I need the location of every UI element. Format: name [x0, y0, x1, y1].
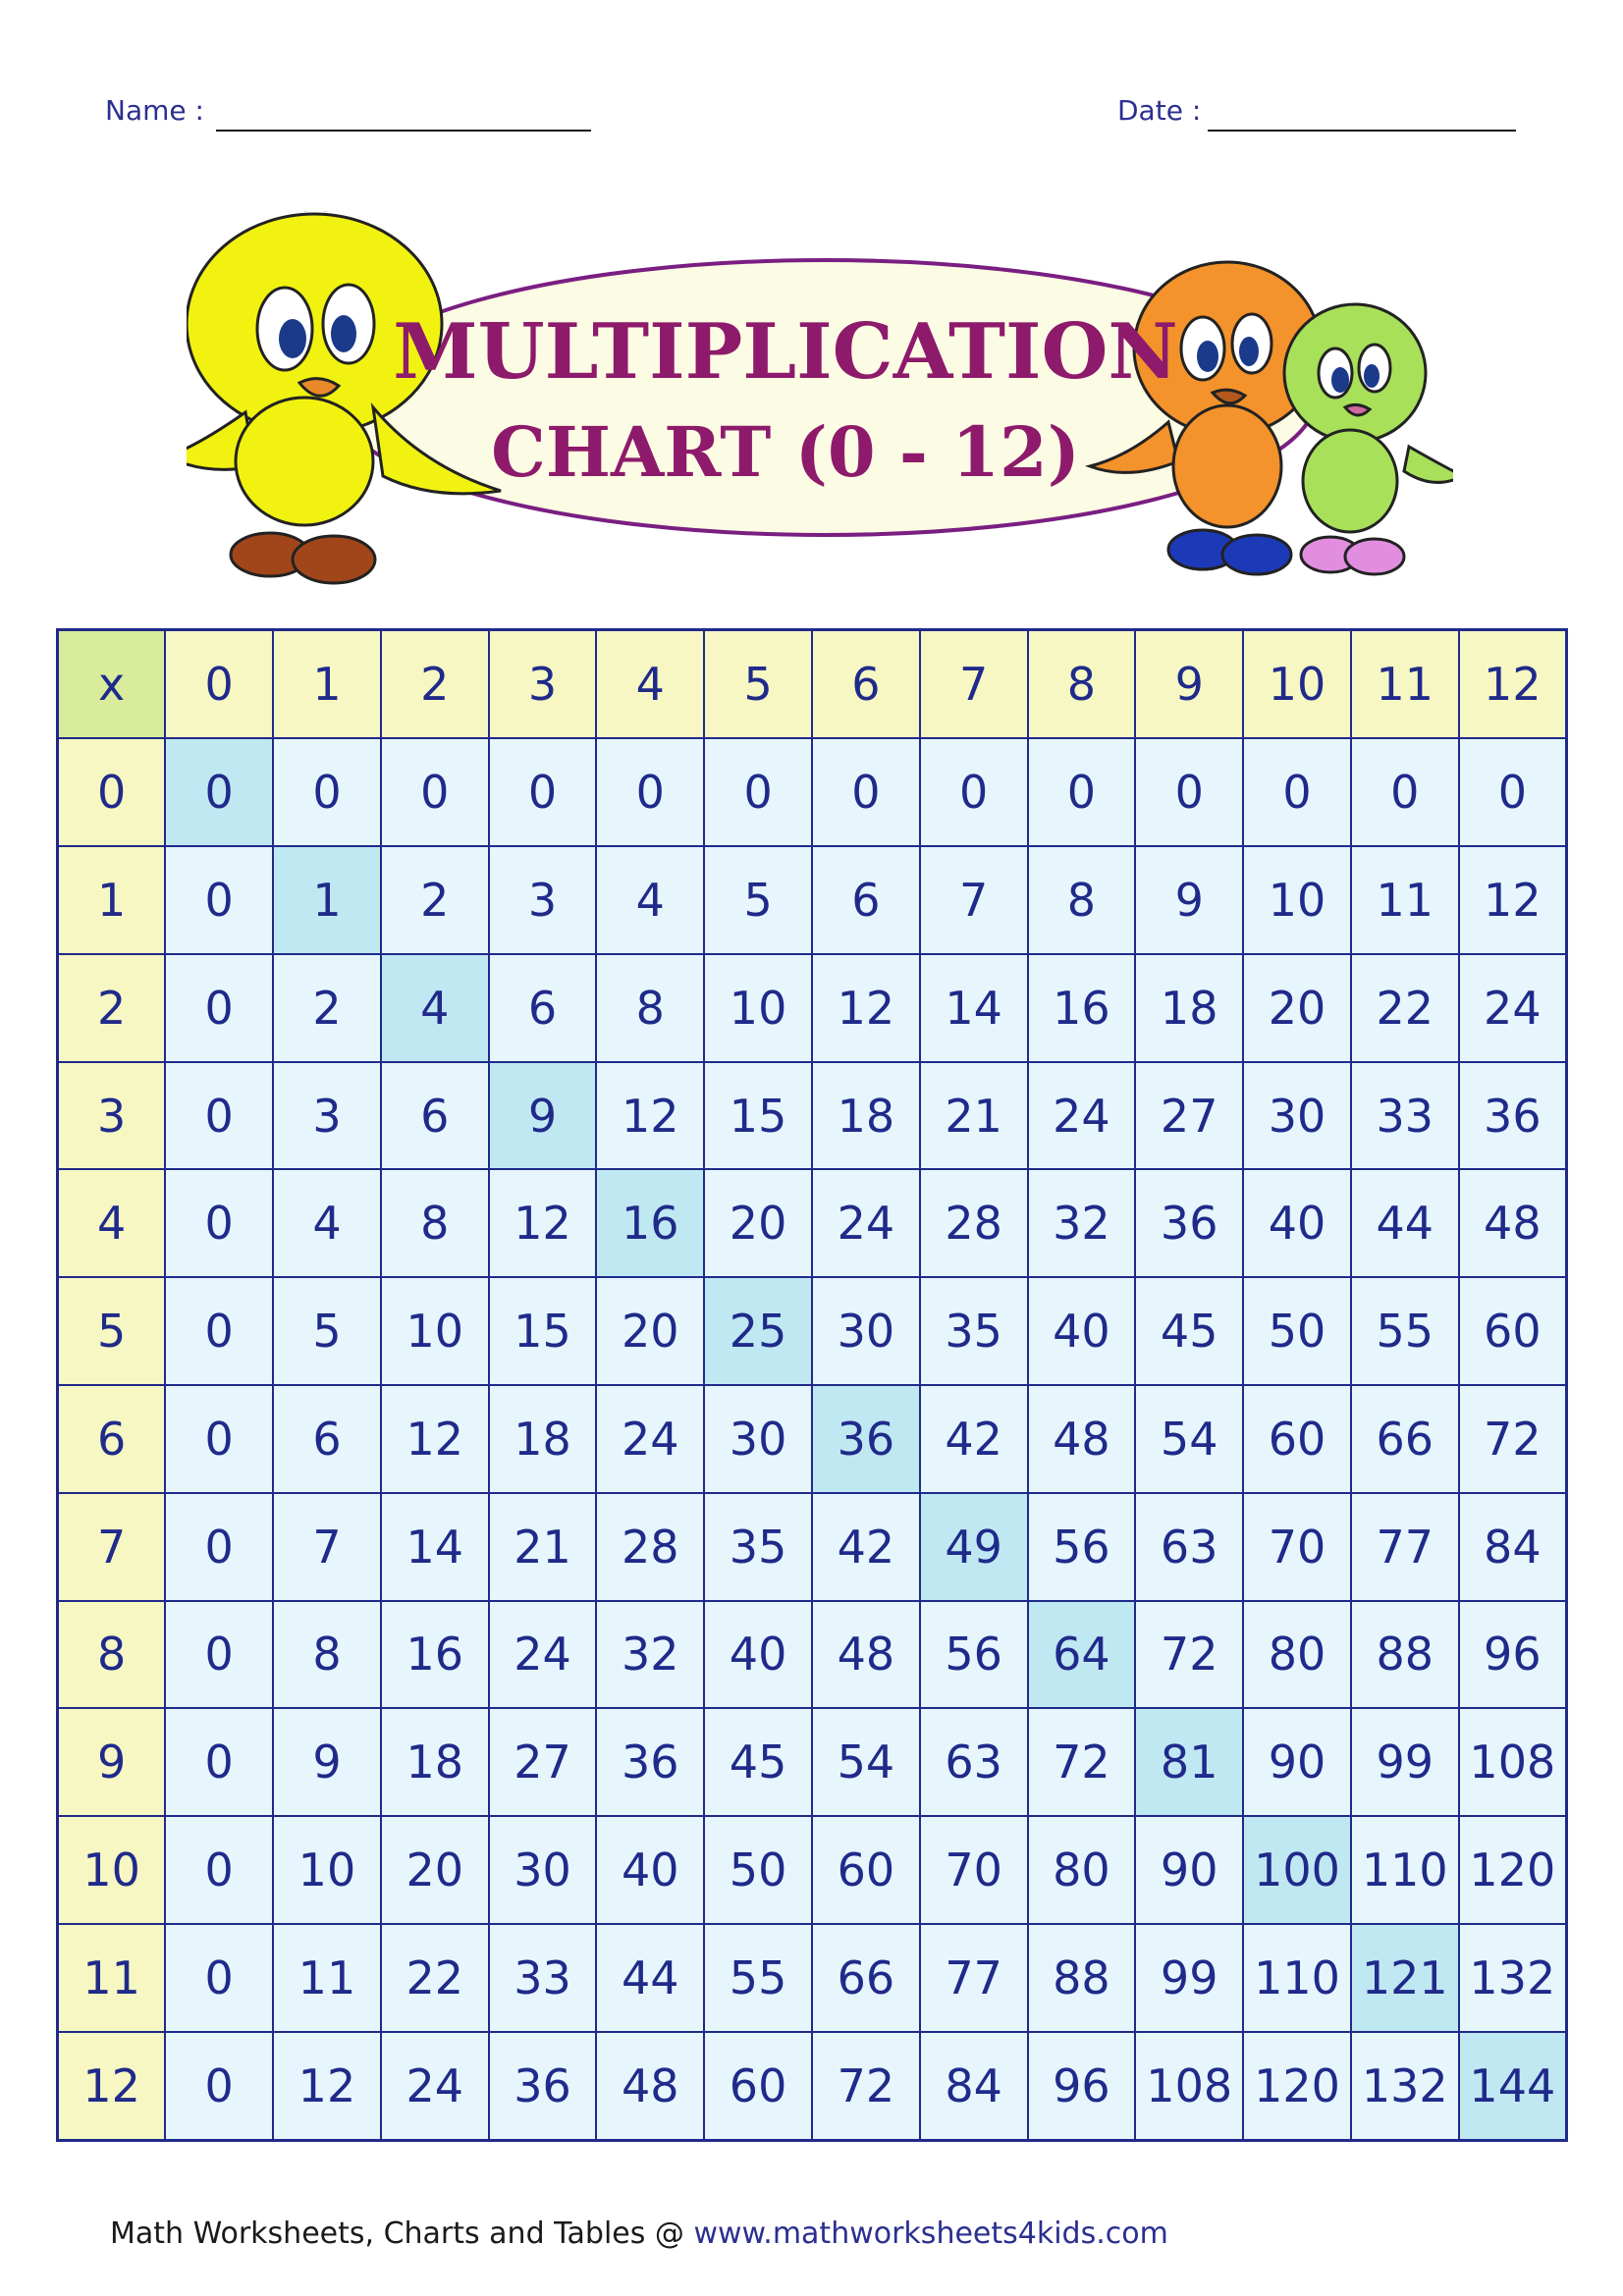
date-field[interactable]	[1208, 130, 1516, 132]
column-header: 2	[381, 630, 489, 739]
product-cell: 0	[165, 1816, 273, 1924]
table-row	[58, 1816, 1567, 1924]
product-cell: 0	[165, 1601, 273, 1709]
product-cell: 2	[381, 846, 489, 954]
product-cell: 36	[1135, 1169, 1243, 1277]
row-header: 11	[58, 1924, 166, 2032]
product-cell: 0	[1028, 738, 1136, 846]
product-cell: 7	[920, 846, 1028, 954]
product-cell: 90	[1135, 1816, 1243, 1924]
product-cell: 0	[704, 738, 812, 846]
product-cell: 0	[165, 1169, 273, 1277]
product-cell: 36	[489, 2032, 597, 2141]
product-cell: 42	[920, 1385, 1028, 1493]
square-cell: 9	[489, 1062, 597, 1170]
row-header: 9	[58, 1708, 166, 1816]
table-row	[58, 2032, 1567, 2141]
product-cell: 54	[1135, 1385, 1243, 1493]
product-cell: 36	[1459, 1062, 1567, 1170]
green-bird-illustration	[1284, 304, 1453, 574]
product-cell: 48	[1459, 1169, 1567, 1277]
product-cell: 0	[165, 1708, 273, 1816]
product-cell: 84	[1459, 1493, 1567, 1601]
product-cell: 6	[273, 1385, 381, 1493]
product-cell: 12	[1459, 846, 1567, 954]
product-cell: 21	[489, 1493, 597, 1601]
worksheet-header	[0, 94, 1623, 143]
product-cell: 12	[596, 1062, 704, 1170]
column-header: 7	[920, 630, 1028, 739]
product-cell: 22	[1351, 954, 1459, 1062]
row-header: 10	[58, 1816, 166, 1924]
product-cell: 0	[1351, 738, 1459, 846]
product-cell: 55	[704, 1924, 812, 2032]
row-header: 6	[58, 1385, 166, 1493]
product-cell: 45	[704, 1708, 812, 1816]
product-cell: 0	[165, 846, 273, 954]
product-cell: 70	[1243, 1493, 1351, 1601]
product-cell: 72	[812, 2032, 920, 2141]
product-cell: 54	[812, 1708, 920, 1816]
product-cell: 0	[165, 1493, 273, 1601]
product-cell: 0	[165, 2032, 273, 2141]
square-cell: 144	[1459, 2032, 1567, 2141]
row-header: 1	[58, 846, 166, 954]
product-cell: 15	[489, 1277, 597, 1385]
product-cell: 12	[381, 1385, 489, 1493]
product-cell: 60	[812, 1816, 920, 1924]
product-cell: 24	[596, 1385, 704, 1493]
product-cell: 45	[1135, 1277, 1243, 1385]
product-cell: 108	[1459, 1708, 1567, 1816]
product-cell: 35	[704, 1493, 812, 1601]
corner-cell: x	[58, 630, 166, 739]
banner-title-line1: MULTIPLICATION	[393, 307, 1178, 397]
product-cell: 20	[704, 1169, 812, 1277]
title-banner	[187, 211, 1453, 623]
product-cell: 44	[1351, 1169, 1459, 1277]
table-row	[58, 1385, 1567, 1493]
date-label: Date :	[1117, 94, 1202, 127]
product-cell: 14	[381, 1493, 489, 1601]
product-cell: 42	[812, 1493, 920, 1601]
product-cell: 21	[920, 1062, 1028, 1170]
square-cell: 81	[1135, 1708, 1243, 1816]
product-cell: 70	[920, 1816, 1028, 1924]
product-cell: 8	[381, 1169, 489, 1277]
product-cell: 12	[812, 954, 920, 1062]
product-cell: 63	[1135, 1493, 1243, 1601]
product-cell: 56	[920, 1601, 1028, 1709]
product-cell: 22	[381, 1924, 489, 2032]
product-cell: 0	[812, 738, 920, 846]
product-cell: 16	[381, 1601, 489, 1709]
column-header: 9	[1135, 630, 1243, 739]
product-cell: 28	[920, 1169, 1028, 1277]
product-cell: 24	[1459, 954, 1567, 1062]
product-cell: 108	[1135, 2032, 1243, 2141]
product-cell: 6	[812, 846, 920, 954]
product-cell: 48	[812, 1601, 920, 1709]
square-cell: 0	[165, 738, 273, 846]
product-cell: 18	[1135, 954, 1243, 1062]
product-cell: 80	[1243, 1601, 1351, 1709]
product-cell: 0	[165, 1062, 273, 1170]
product-cell: 88	[1028, 1924, 1136, 2032]
table-row	[58, 1277, 1567, 1385]
product-cell: 40	[1028, 1277, 1136, 1385]
product-cell: 30	[812, 1277, 920, 1385]
product-cell: 60	[704, 2032, 812, 2141]
product-cell: 50	[704, 1816, 812, 1924]
product-cell: 90	[1243, 1708, 1351, 1816]
product-cell: 24	[489, 1601, 597, 1709]
product-cell: 12	[273, 2032, 381, 2141]
column-header: 4	[596, 630, 704, 739]
name-field[interactable]	[216, 130, 591, 132]
product-cell: 24	[812, 1169, 920, 1277]
product-cell: 8	[596, 954, 704, 1062]
product-cell: 84	[920, 2032, 1028, 2141]
product-cell: 33	[1351, 1062, 1459, 1170]
product-cell: 0	[596, 738, 704, 846]
product-cell: 72	[1459, 1385, 1567, 1493]
product-cell: 0	[1243, 738, 1351, 846]
product-cell: 33	[489, 1924, 597, 2032]
product-cell: 5	[704, 846, 812, 954]
table-row	[58, 954, 1567, 1062]
product-cell: 0	[165, 1385, 273, 1493]
row-header: 3	[58, 1062, 166, 1170]
row-header: 12	[58, 2032, 166, 2141]
table-row	[58, 1924, 1567, 2032]
product-cell: 20	[596, 1277, 704, 1385]
product-cell: 10	[273, 1816, 381, 1924]
product-cell: 72	[1135, 1601, 1243, 1709]
product-cell: 0	[489, 738, 597, 846]
square-cell: 1	[273, 846, 381, 954]
table-row	[58, 1493, 1567, 1601]
product-cell: 6	[381, 1062, 489, 1170]
product-cell: 24	[381, 2032, 489, 2141]
product-cell: 120	[1243, 2032, 1351, 2141]
banner-title-line2: CHART (0 - 12)	[491, 411, 1080, 493]
product-cell: 50	[1243, 1277, 1351, 1385]
multiplication-chart	[56, 628, 1568, 2142]
column-header: 1	[273, 630, 381, 739]
product-cell: 132	[1459, 1924, 1567, 2032]
product-cell: 99	[1351, 1708, 1459, 1816]
product-cell: 10	[1243, 846, 1351, 954]
product-cell: 60	[1243, 1385, 1351, 1493]
square-cell: 49	[920, 1493, 1028, 1601]
product-cell: 28	[596, 1493, 704, 1601]
product-cell: 3	[273, 1062, 381, 1170]
product-cell: 32	[596, 1601, 704, 1709]
square-cell: 16	[596, 1169, 704, 1277]
product-cell: 40	[596, 1816, 704, 1924]
row-header: 8	[58, 1601, 166, 1709]
product-cell: 110	[1243, 1924, 1351, 2032]
column-header: 8	[1028, 630, 1136, 739]
footer-text: Math Worksheets, Charts and Tables @	[110, 2216, 694, 2251]
product-cell: 18	[381, 1708, 489, 1816]
product-cell: 30	[704, 1385, 812, 1493]
product-cell: 8	[1028, 846, 1136, 954]
name-label: Name :	[105, 94, 204, 127]
product-cell: 55	[1351, 1277, 1459, 1385]
product-cell: 4	[273, 1169, 381, 1277]
product-cell: 96	[1028, 2032, 1136, 2141]
product-cell: 60	[1459, 1277, 1567, 1385]
product-cell: 40	[1243, 1169, 1351, 1277]
product-cell: 18	[489, 1385, 597, 1493]
product-cell: 0	[273, 738, 381, 846]
table-row	[58, 1062, 1567, 1170]
footer	[110, 2216, 1168, 2251]
product-cell: 8	[273, 1601, 381, 1709]
square-cell: 25	[704, 1277, 812, 1385]
table-row	[58, 1169, 1567, 1277]
product-cell: 11	[1351, 846, 1459, 954]
square-cell: 64	[1028, 1601, 1136, 1709]
column-header: 12	[1459, 630, 1567, 739]
footer-url-link[interactable]: www.mathworksheets4kids.com	[693, 2216, 1168, 2251]
product-cell: 56	[1028, 1493, 1136, 1601]
product-cell: 66	[812, 1924, 920, 2032]
column-header: 10	[1243, 630, 1351, 739]
product-cell: 48	[1028, 1385, 1136, 1493]
product-cell: 99	[1135, 1924, 1243, 2032]
column-header: 5	[704, 630, 812, 739]
product-cell: 0	[381, 738, 489, 846]
product-cell: 10	[704, 954, 812, 1062]
table-row	[58, 1708, 1567, 1816]
row-header: 7	[58, 1493, 166, 1601]
product-cell: 18	[812, 1062, 920, 1170]
product-cell: 77	[920, 1924, 1028, 2032]
product-cell: 88	[1351, 1601, 1459, 1709]
product-cell: 27	[489, 1708, 597, 1816]
square-cell: 36	[812, 1385, 920, 1493]
product-cell: 2	[273, 954, 381, 1062]
product-cell: 6	[489, 954, 597, 1062]
row-header: 4	[58, 1169, 166, 1277]
product-cell: 4	[596, 846, 704, 954]
product-cell: 10	[381, 1277, 489, 1385]
column-header: 11	[1351, 630, 1459, 739]
product-cell: 77	[1351, 1493, 1459, 1601]
product-cell: 30	[489, 1816, 597, 1924]
product-cell: 30	[1243, 1062, 1351, 1170]
product-cell: 20	[381, 1816, 489, 1924]
table-row	[58, 738, 1567, 846]
product-cell: 9	[273, 1708, 381, 1816]
product-cell: 27	[1135, 1062, 1243, 1170]
square-cell: 121	[1351, 1924, 1459, 2032]
product-cell: 0	[920, 738, 1028, 846]
product-cell: 5	[273, 1277, 381, 1385]
table-row	[58, 846, 1567, 954]
product-cell: 35	[920, 1277, 1028, 1385]
product-cell: 20	[1243, 954, 1351, 1062]
square-cell: 100	[1243, 1816, 1351, 1924]
product-cell: 96	[1459, 1601, 1567, 1709]
header-row	[58, 630, 1567, 739]
product-cell: 12	[489, 1169, 597, 1277]
product-cell: 36	[596, 1708, 704, 1816]
product-cell: 110	[1351, 1816, 1459, 1924]
column-header: 0	[165, 630, 273, 739]
row-header: 2	[58, 954, 166, 1062]
column-header: 3	[489, 630, 597, 739]
product-cell: 32	[1028, 1169, 1136, 1277]
row-header: 5	[58, 1277, 166, 1385]
product-cell: 120	[1459, 1816, 1567, 1924]
product-cell: 15	[704, 1062, 812, 1170]
product-cell: 66	[1351, 1385, 1459, 1493]
row-header: 0	[58, 738, 166, 846]
product-cell: 80	[1028, 1816, 1136, 1924]
product-cell: 72	[1028, 1708, 1136, 1816]
product-cell: 14	[920, 954, 1028, 1062]
product-cell: 44	[596, 1924, 704, 2032]
column-header: 6	[812, 630, 920, 739]
product-cell: 11	[273, 1924, 381, 2032]
product-cell: 48	[596, 2032, 704, 2141]
product-cell: 40	[704, 1601, 812, 1709]
product-cell: 9	[1135, 846, 1243, 954]
product-cell: 24	[1028, 1062, 1136, 1170]
product-cell: 0	[165, 954, 273, 1062]
product-cell: 0	[1459, 738, 1567, 846]
product-cell: 132	[1351, 2032, 1459, 2141]
product-cell: 0	[1135, 738, 1243, 846]
product-cell: 0	[165, 1277, 273, 1385]
multiplication-table	[56, 628, 1568, 2142]
product-cell: 7	[273, 1493, 381, 1601]
product-cell: 16	[1028, 954, 1136, 1062]
table-row	[58, 1601, 1567, 1709]
square-cell: 4	[381, 954, 489, 1062]
product-cell: 63	[920, 1708, 1028, 1816]
product-cell: 0	[165, 1924, 273, 2032]
product-cell: 3	[489, 846, 597, 954]
